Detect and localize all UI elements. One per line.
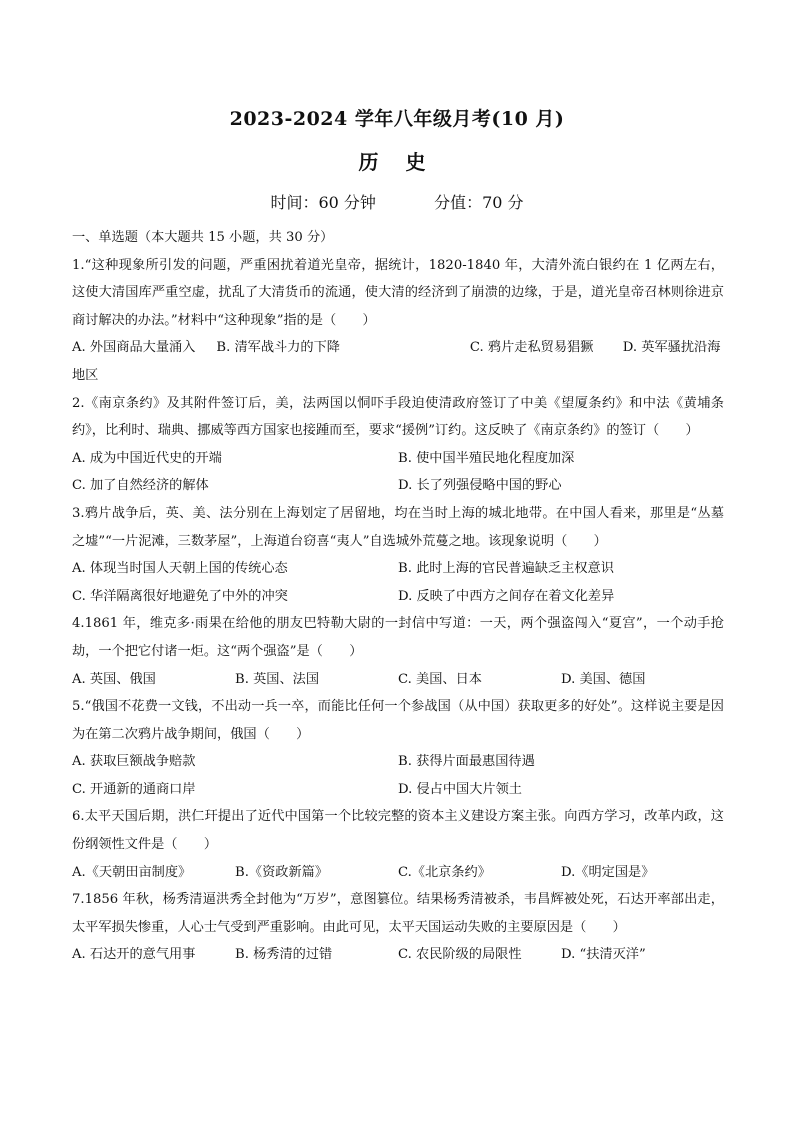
option-d[interactable]: D. 侵占中国大片领土 xyxy=(398,781,522,797)
question-options xyxy=(72,445,724,473)
option-b[interactable]: B. 获得片面最惠国待遇 xyxy=(398,754,535,770)
subject-title: 历 史 xyxy=(358,150,436,174)
option-b[interactable]: B. 此时上海的官民普遍缺乏主权意识 xyxy=(398,561,614,577)
question-options xyxy=(72,666,724,694)
question-options xyxy=(72,583,724,611)
exam-time: 时间：60 分钟 xyxy=(270,193,376,212)
option-d[interactable]: D.《明定国是》 xyxy=(561,864,655,880)
option-d[interactable]: D. “扶清灭洋” xyxy=(561,947,646,963)
option-a[interactable]: A.《天朝田亩制度》 xyxy=(72,864,192,880)
question-options xyxy=(72,334,724,389)
question-options xyxy=(72,776,724,804)
option-a[interactable]: A. 获取巨额战争赔款 xyxy=(72,754,196,770)
option-d[interactable]: D. 长了列强侵略中国的野心 xyxy=(398,478,562,494)
exam-meta xyxy=(0,190,794,213)
question-options xyxy=(72,555,724,583)
question-stem: 4.1861 年，维克多·雨果在给他的朋友巴特勒大尉的一封信中写道：一天，两个强盗闯入“夏宫”，一个动手抢劫，一个把它付诸一炬。这“两个强盗”是（ ） xyxy=(72,616,724,659)
option-c[interactable]: C. 华洋隔离很好地避免了中外的冲突 xyxy=(72,588,288,604)
option-a[interactable]: A. 石达开的意气用事 xyxy=(72,947,196,963)
option-c[interactable]: C. 农民阶级的局限性 xyxy=(398,947,522,963)
question-options xyxy=(72,472,724,500)
exam-title: 2023-2024 学年八年级月考(10 月) xyxy=(229,108,565,130)
option-c[interactable]: C.《北京条约》 xyxy=(398,864,491,880)
question-stem: 7.1856 年秋，杨秀清逼洪秀全封他为“万岁”，意图篡位。结果杨秀清被杀，韦昌辉被处死，石达开率部出走，太平军损失惨重，人心士气受到严重影响。由此可见，太平天国运动失败的主要原因是（ ） xyxy=(72,892,724,935)
option-d[interactable]: D. 英军骚扰沿海地区 xyxy=(72,340,721,383)
question-stem: 2.《南京条约》及其附件签订后，美，法两国以恫吓手段迫使清政府签订了中美《望厦条约》和中法《黄埔条约》，比利时、瑞典、挪威等西方国家也接踵而至，要求“援例”订约。这反映了《南京条约》的签订（ ） xyxy=(72,395,724,439)
question-stem: 5.“俄国不花费一文钱，不出动一兵一卒，而能比任何一个参战国（从中国）获取更多的好处”。这样说主要是因为在第二次鸦片战争期间，俄国（ ） xyxy=(72,699,724,742)
option-b[interactable]: B. 清军战斗力的下降 xyxy=(216,340,340,356)
question-stem: 6.太平天国后期，洪仁玕提出了近代中国第一个比较完整的资本主义建设方案主张。向西方学习，改革内政，这份纲领性文件是（ ） xyxy=(72,809,724,853)
option-b[interactable]: B. 英国、法国 xyxy=(235,671,320,687)
question-stem: 3.鸦片战争后，英、美、法分别在上海划定了居留地，均在当时上海的城北地带。在中国人看来，那里是“丛墓之墟”“一片泥滩，三数茅屋”，上海道台窃喜“夷人”自选城外荒蔓之地。该现象说明（ ） xyxy=(72,505,724,549)
option-c[interactable]: C. 鸦片走私贸易猖獗 xyxy=(469,340,594,356)
option-c[interactable]: C. 开通新的通商口岸 xyxy=(72,781,196,797)
option-b[interactable]: B.《资政新篇》 xyxy=(235,864,329,880)
option-a[interactable]: A. 成为中国近代史的开端 xyxy=(72,450,222,466)
exam-score: 分值：70 分 xyxy=(434,193,524,212)
question-options xyxy=(72,859,724,887)
option-c[interactable]: C. 加了自然经济的解体 xyxy=(72,478,209,494)
option-a[interactable]: A. 英国、俄国 xyxy=(72,671,156,687)
question-options xyxy=(72,941,724,969)
option-c[interactable]: C. 美国、日本 xyxy=(398,671,482,687)
option-b[interactable]: B. 使中国半殖民地化程度加深 xyxy=(398,450,575,466)
option-a[interactable]: A. 体现当时国人天朝上国的传统心态 xyxy=(72,561,288,577)
question-list xyxy=(72,224,724,969)
option-d[interactable]: D. 反映了中西方之间存在着文化差异 xyxy=(398,588,615,604)
option-d[interactable]: D. 美国、德国 xyxy=(561,671,646,687)
option-a[interactable]: A. 外国商品大量涌入 xyxy=(72,340,196,356)
section-heading: 一、单选题（本大题共 15 小题，共 30 分） xyxy=(72,230,334,245)
question-options xyxy=(72,748,724,776)
question-stem: 1.“这种现象所引发的问题，严重困扰着道光皇帝，据统计，1820-1840 年，大清外流白银约在 1 亿两左右，这使大清国库严重空虚，扰乱了大清货币的流通，使大清的经济到了崩溃的边缘，于是，道光皇帝召林则徐进京商讨解决的办法。”材料中“这种现象”指的是（ ） xyxy=(72,257,724,328)
option-b[interactable]: B. 杨秀清的过错 xyxy=(235,947,333,963)
